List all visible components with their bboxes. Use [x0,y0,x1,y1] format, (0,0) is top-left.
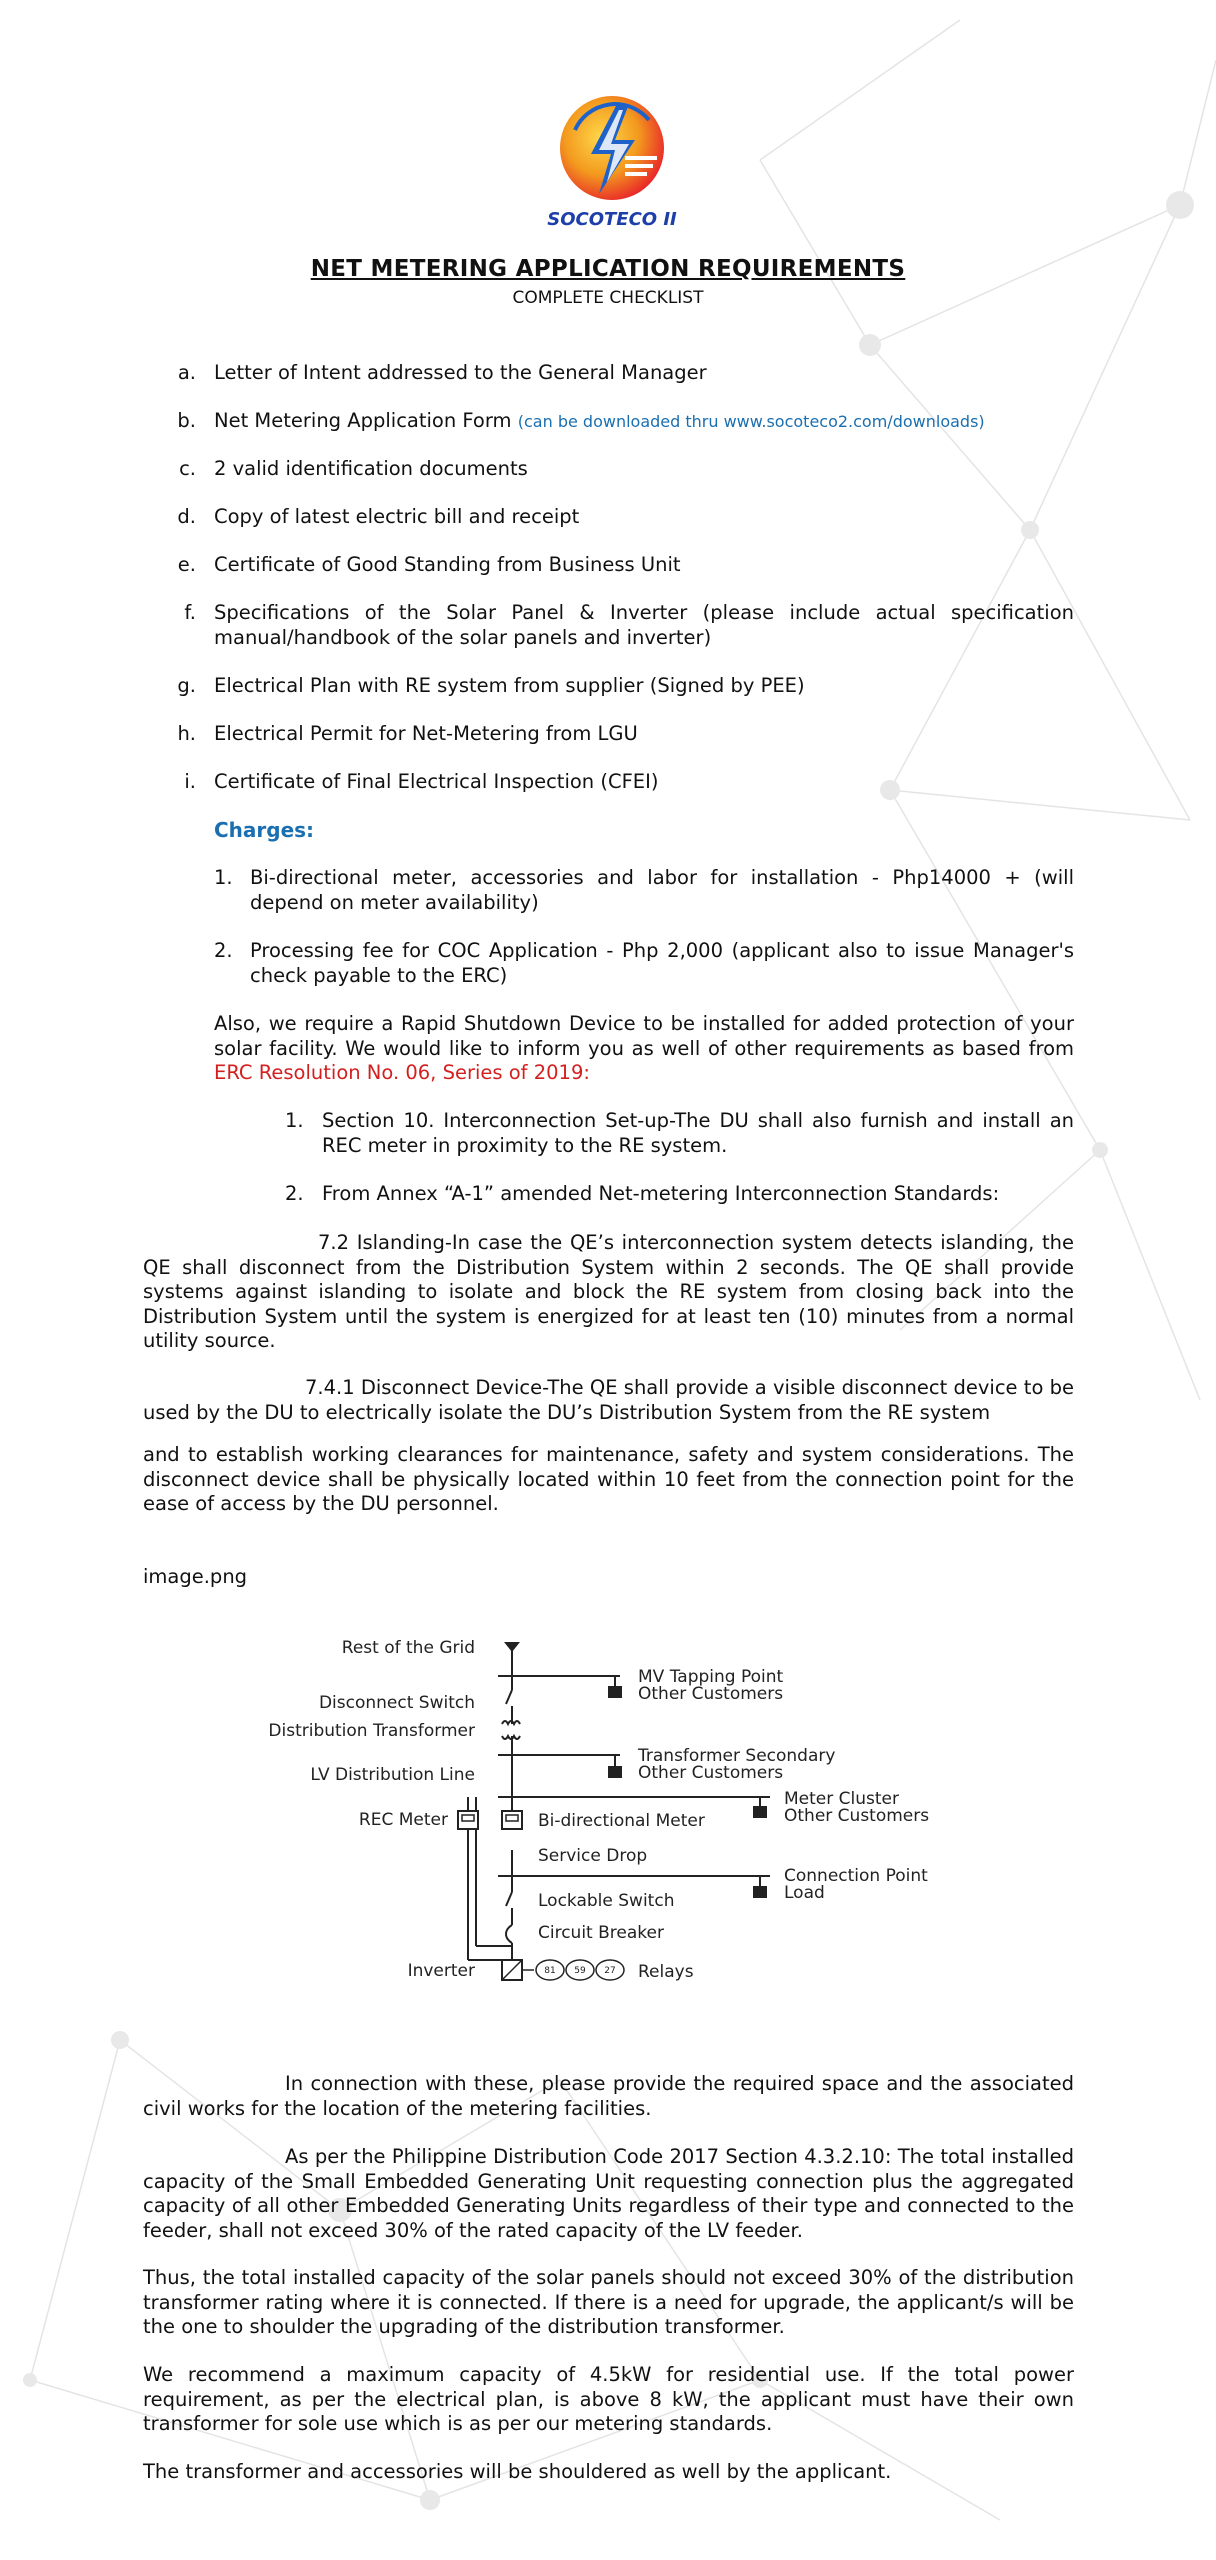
label-lockable-switch: Lockable Switch [538,1891,675,1911]
relay-code-59: 59 [574,1966,586,1976]
label-inverter: Inverter [407,1961,475,1981]
checklist-item: Certificate of Good Standing from Business Unit [214,553,681,576]
checklist-item-text: Net Metering Application Form [214,409,512,432]
label-rec-meter: REC Meter [358,1810,448,1830]
page-subtitle: COMPLETE CHECKLIST [512,288,704,308]
page-title: NET METERING APPLICATION REQUIREMENTS [310,256,906,282]
checklist-letter: b. [177,409,196,432]
islanding-paragraph: 7.2 Islanding-In case the QE’s interconnection system detects islanding, the QE shall disconnect from the Distribution System within 2 seconds. The QE shall provide systems against islanding to isolate and block the RE system from closing back into the Distribution System until the system is energized for at least ten (10) minutes from a normal utility source. [143,1231,1074,1352]
checklist-letter: c. [179,457,196,480]
disconnect-paragraph-2: and to establish working clearances for maintenance, safety and system considerations. The disconnect device shall be physically located within 10 feet from the connection point for the ease of access by the DU personnel. [143,1443,1074,1515]
relay-code-27: 27 [604,1966,616,1976]
label-cluster-other-customers: Other Customers [784,1806,930,1826]
label-lv-distribution-line: LV Distribution Line [310,1765,475,1785]
checklist-item: Copy of latest electric bill and receipt [214,505,580,528]
checklist-item [214,409,1094,435]
label-tx-other-customers: Other Customers [638,1763,784,1783]
closing-paragraph-4: We recommend a maximum capacity of 4.5kW for residential use. If the total power requirement, as per the electrical plan, is above 8 kW, the applicant must have their own transformer for sole use which is as per our metering standards. [143,2363,1074,2435]
logo-text: SOCOTECO II [547,209,677,230]
disconnect-paragraph-1: 7.4.1 Disconnect Device-The QE shall provide a visible disconnect device to be used by the DU to electrically isolate the DU’s Distribution System from the RE system [143,1376,1074,1424]
label-bidirectional-meter: Bi-directional Meter [538,1811,705,1831]
checklist-letter: g. [177,674,196,697]
socoteco-logo [547,90,677,232]
checklist-letter: f. [184,601,196,624]
erc-resolution-reference: ERC Resolution No. 06, Series of 2019: [214,1061,590,1084]
rapid-shutdown-text: Also, we require a Rapid Shutdown Device to be installed for added protection of your solar facility. We would like to inform you as well of other requirements as based from [214,1012,1074,1060]
label-meter-cluster: Meter Cluster [784,1789,899,1809]
charge-item: Processing fee for COC Application - Php 2,000 (applicant also to issue Manager's check payable to the ERC) [250,939,1074,987]
checklist-letter: d. [177,505,196,528]
erc-item-number: 1. [285,1109,304,1132]
checklist-letter: h. [177,722,196,745]
checklist-item: Specifications of the Solar Panel & Inverter (please include actual specification manual/handbook of the solar panels and inverter) [214,601,1074,649]
download-link-note[interactable]: (can be downloaded thru www.socoteco2.com/downloads) [517,412,985,431]
label-relays: Relays [638,1962,694,1982]
checklist-item: 2 valid identification documents [214,457,528,480]
label-mv-other-customers: Other Customers [638,1684,784,1704]
checklist-item: Electrical Permit for Net-Metering from LGU [214,722,638,745]
label-transformer-secondary: Transformer Secondary [638,1746,836,1766]
closing-paragraph-2: As per the Philippine Distribution Code 2017 Section 4.3.2.10: The total installed capacity of the Small Embedded Generating Unit requesting connection plus the aggregated capacity of all other Embedded Generating Units regardless of their type and connected to the feeder, shall not exceed 30% of the rated capacity of the LV feeder. [143,2145,1074,2242]
closing-paragraph-3: Thus, the total installed capacity of the solar panels should not exceed 30% of the distribution transformer rating where it is connected. If there is a need for upgrade, the applicant/s will be the one to shoulder the upgrading of the distribution transformer. [143,2266,1074,2338]
label-load: Load [784,1883,825,1903]
erc-item: From Annex “A-1” amended Net-metering Interconnection Standards: [322,1182,1000,1205]
checklist-letter: a. [177,361,196,384]
label-rest-of-grid: Rest of the Grid [341,1638,475,1658]
checklist-item: Certificate of Final Electrical Inspection (CFEI) [214,770,659,793]
label-distribution-transformer: Distribution Transformer [268,1721,475,1741]
label-disconnect-switch: Disconnect Switch [318,1693,475,1713]
checklist-letter: e. [177,553,196,576]
charges-heading: Charges: [214,818,315,842]
erc-item-number: 2. [285,1182,304,1205]
closing-paragraph-5: The transformer and accessories will be shouldered as well by the applicant. [143,2460,892,2483]
erc-item: Section 10. Interconnection Set-up-The DU shall also furnish and install an REC meter in proximity to the RE system. [322,1109,1074,1157]
charge-number: 1. [214,866,233,889]
interconnection-diagram [230,1620,970,2000]
label-mv-tapping-point: MV Tapping Point [638,1667,784,1687]
closing-paragraph-1: In connection with these, please provide the required space and the associated civil works for the location of the metering facilities. [143,2072,1074,2120]
charge-item: Bi-directional meter, accessories and labor for installation - Php14000 + (will depend on meter availability) [250,866,1074,914]
checklist-item: Letter of Intent addressed to the General Manager [214,361,707,384]
image-caption: image.png [143,1565,248,1588]
checklist-item: Electrical Plan with RE system from supplier (Signed by PEE) [214,674,805,697]
label-service-drop: Service Drop [538,1846,648,1866]
relay-code-81: 81 [544,1966,556,1976]
label-connection-point: Connection Point [784,1866,928,1886]
label-circuit-breaker: Circuit Breaker [538,1923,664,1943]
charge-number: 2. [214,939,233,962]
checklist-letter: i. [184,770,196,793]
rapid-shutdown-paragraph [214,1012,1074,1086]
